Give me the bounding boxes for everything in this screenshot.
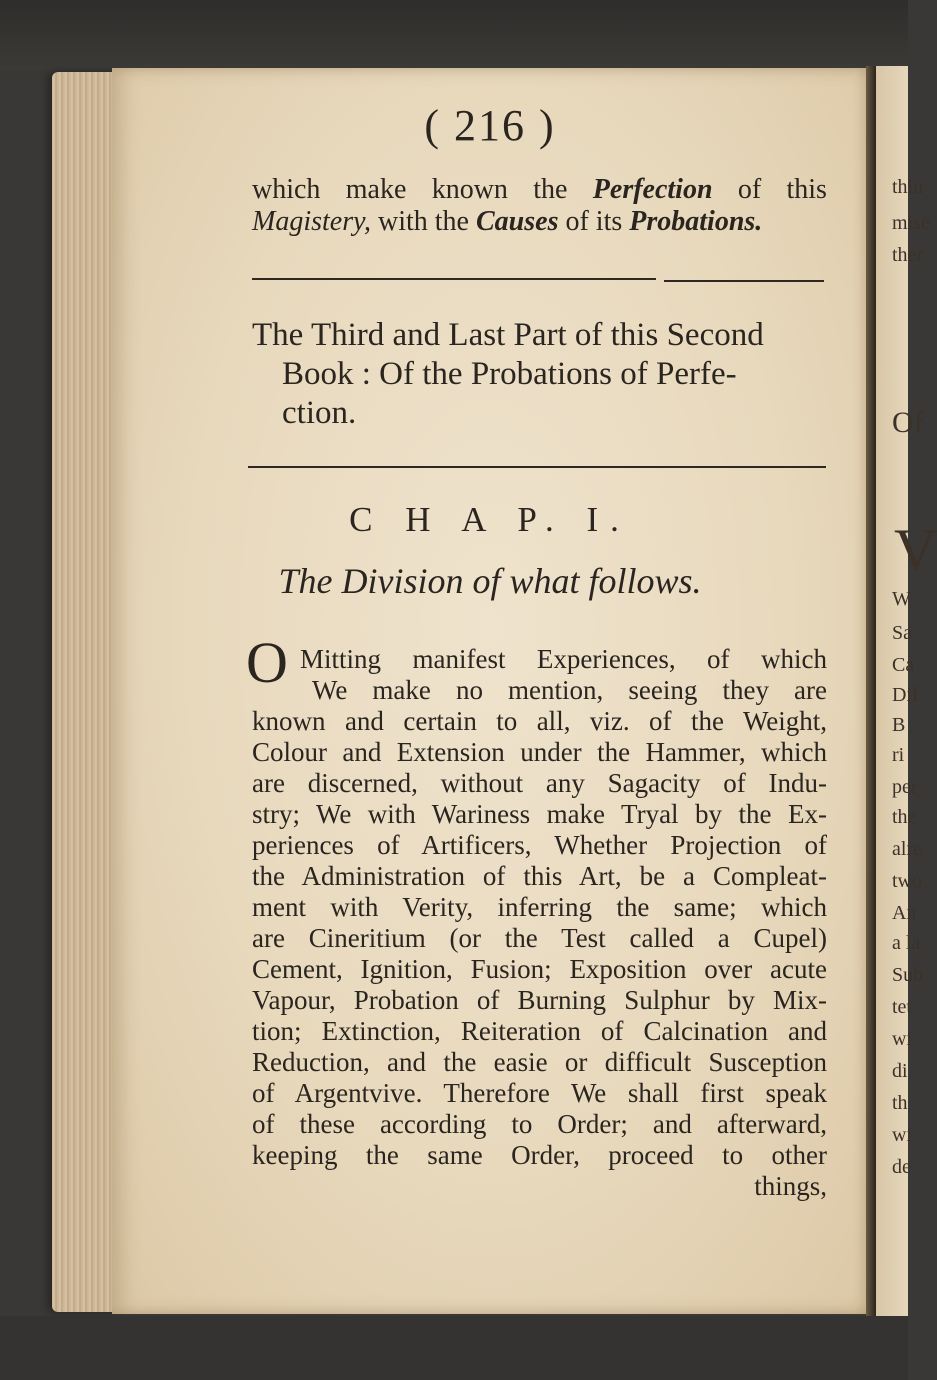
body-line: Mitting manifest Experiences, of which (300, 644, 827, 674)
word: make (345, 174, 407, 205)
catchword: things, (754, 1171, 827, 1201)
body-line: of Argentvive. Therefore We shall first speak (252, 1078, 827, 1108)
facing-fragment: Sa (892, 622, 912, 644)
book-gutter (866, 66, 876, 1316)
facing-fragment: Ca (892, 654, 915, 676)
word: Causes (476, 206, 559, 237)
word: with (378, 206, 428, 237)
facing-fragment: thin (892, 176, 924, 198)
facing-fragment: per (892, 776, 918, 798)
facing-fragment: di (892, 1060, 908, 1082)
body-line: Reduction, and the easie or difficult Susception (252, 1047, 827, 1077)
body-line: of these according to Order; and afterward, (252, 1109, 827, 1139)
divider-rule (248, 466, 826, 468)
chapter-title: The Division of what follows. (278, 561, 702, 601)
part-title-line: The Third and Last Part of this Second (252, 317, 764, 353)
body-line: periences of Artificers, Whether Projection of (252, 830, 827, 860)
facing-fragment: Dif (892, 684, 919, 706)
word: Magistery, (252, 206, 371, 237)
intro-line (252, 174, 827, 206)
intro-line (252, 206, 812, 238)
word: its (595, 206, 623, 237)
facing-fragment: wi (892, 1028, 912, 1050)
body-line: known and certain to all, viz. of the Weight, (252, 706, 827, 736)
part-title-line: ction. (282, 395, 357, 431)
facing-fragment: tet (892, 996, 912, 1018)
body-line: are discerned, without any Sagacity of Indu- (252, 768, 827, 798)
facing-fragment: W (892, 588, 911, 610)
body-line: keeping the same Order, proceed to other (252, 1140, 827, 1170)
backdrop-bottom (0, 1316, 908, 1380)
part-title-line: Book : Of the Probations of Perfe- (282, 356, 737, 392)
facing-fragment: An (892, 902, 917, 924)
drop-cap: O (246, 630, 288, 695)
body-line: Vapour, Probation of Burning Sulphur by Mix- (252, 985, 827, 1015)
body-line: ment with Verity, inferring the same; which (252, 892, 827, 922)
body-line: We make no mention, seeing they are (312, 675, 827, 705)
facing-fragment: ri (892, 744, 905, 766)
word: Probations. (629, 206, 763, 237)
facing-fragment: mise (892, 212, 930, 234)
facing-fragment: Sub (892, 964, 924, 986)
divider-rule (252, 278, 656, 280)
page-number: ( 216 ) (424, 101, 556, 150)
word: Perfection (592, 174, 713, 205)
word: known (431, 174, 508, 205)
facing-page (876, 66, 937, 1316)
facing-fragment: th (892, 1092, 908, 1114)
facing-fragment: V (894, 517, 937, 583)
facing-fragment: ther (892, 244, 924, 266)
facing-fragment: two (892, 870, 922, 892)
body-line: tion; Extinction, Reiteration of Calcination and (252, 1016, 827, 1046)
word: of (565, 206, 589, 237)
word: the (434, 206, 469, 237)
facing-fragment: alre (892, 838, 922, 860)
facing-fragment: de (892, 1156, 911, 1178)
facing-fragment: Of (892, 406, 924, 439)
body-line: are Cineritium (or the Test called a Cupel) (252, 923, 827, 953)
body-line: Colour and Extension under the Hammer, which (252, 737, 827, 767)
backdrop (0, 0, 908, 70)
word: which (252, 174, 321, 205)
body-line: stry; We with Wariness make Tryal by the Ex- (252, 799, 827, 829)
word: the (533, 174, 568, 205)
word: this (786, 174, 827, 205)
part-title (252, 316, 827, 433)
body-line: Cement, Ignition, Fusion; Exposition over acute (252, 954, 827, 984)
facing-fragment: B (892, 714, 906, 736)
chapter-label: C H A P. I. (349, 500, 631, 539)
facing-fragment: a la (892, 932, 921, 954)
divider-rule (664, 280, 824, 282)
facing-fragment: wi (892, 1124, 912, 1146)
facing-fragment: the (892, 806, 917, 828)
page-edges (52, 72, 120, 1312)
body-line: the Administration of this Art, be a Compleat- (252, 861, 827, 891)
word: of (737, 174, 762, 205)
